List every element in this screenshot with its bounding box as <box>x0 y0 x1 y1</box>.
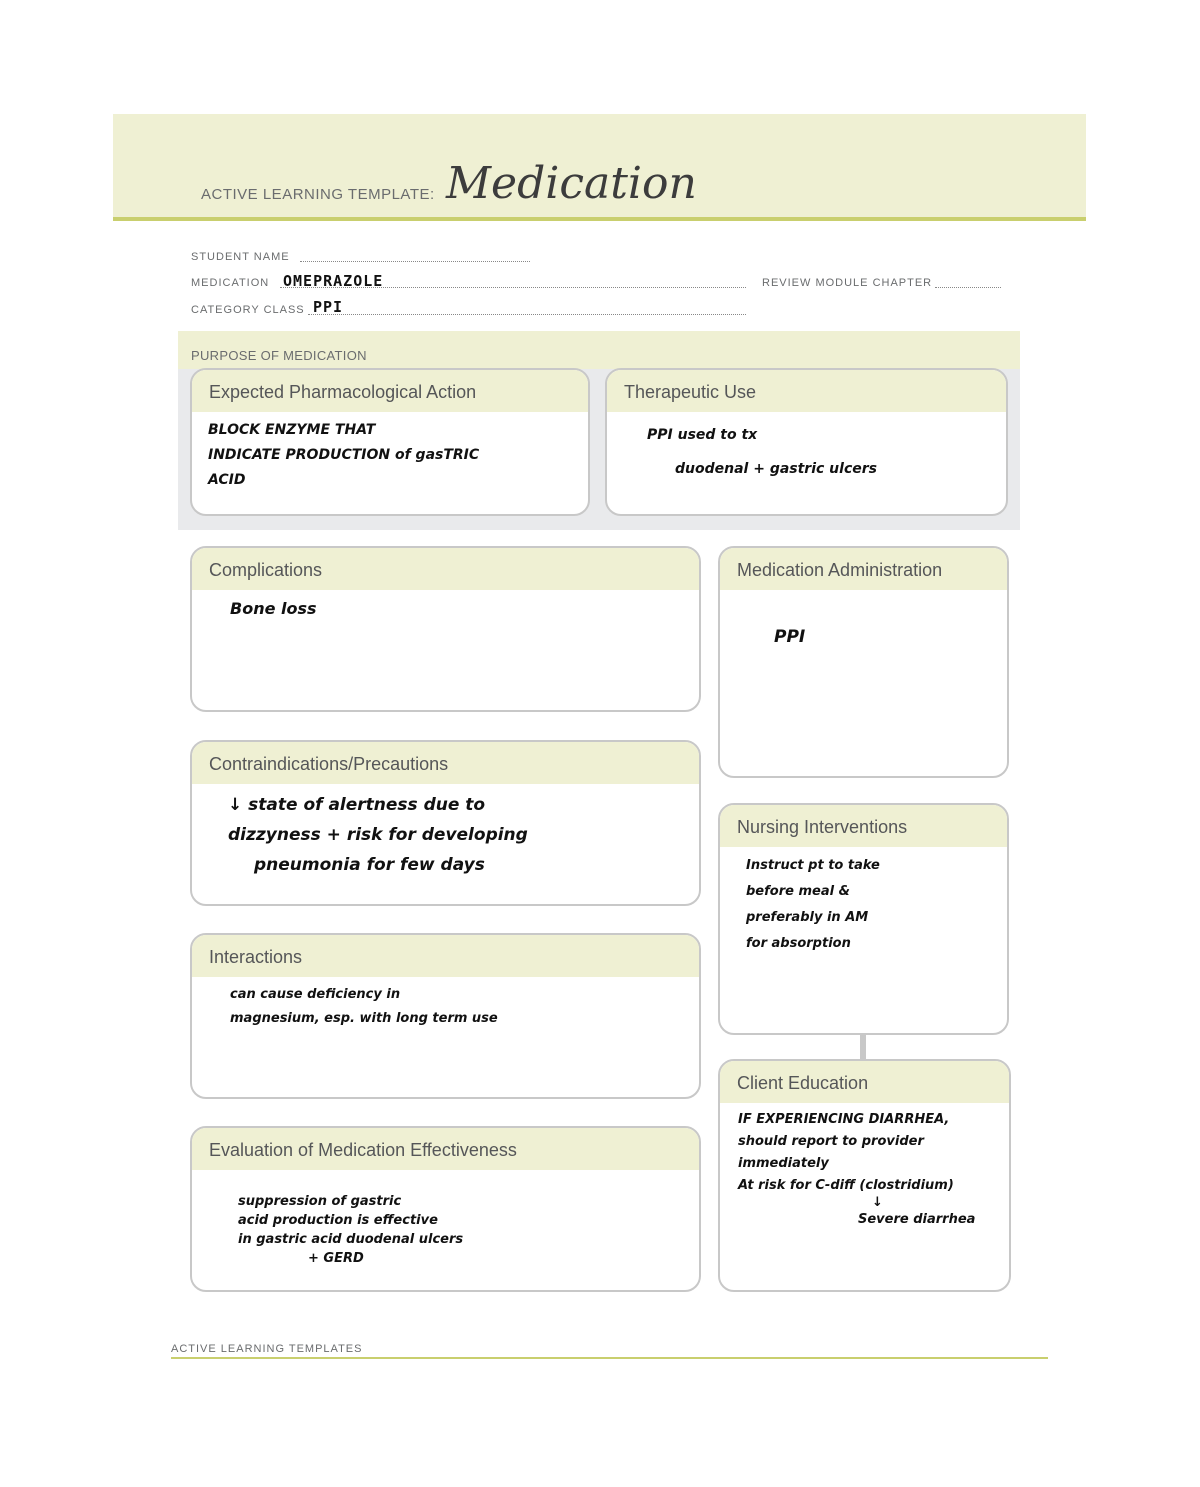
student-name-line <box>300 261 530 262</box>
contraindications-text <box>192 784 699 880</box>
medication-value[interactable]: OMEPRAZOLE <box>283 272 384 290</box>
contraindications-box[interactable] <box>190 740 701 906</box>
text-line: magnesium, esp. with long term use <box>230 1011 498 1026</box>
contraindications-title: Contraindications/Precautions <box>192 742 699 784</box>
text-line: IF EXPERIENCING DIARRHEA, <box>738 1112 950 1127</box>
expected-action-title: Expected Pharmacological Action <box>192 370 588 412</box>
page-title: Medication <box>446 158 697 209</box>
review-module-label: REVIEW MODULE CHAPTER <box>762 277 933 289</box>
administration-title: Medication Administration <box>720 548 1007 590</box>
text-line: PPI used to tx <box>647 427 758 443</box>
box-connector <box>860 1034 866 1060</box>
complications-title: Complications <box>192 548 699 590</box>
interactions-text <box>192 977 699 1031</box>
expected-action-box[interactable] <box>190 368 590 516</box>
text-line: before meal & <box>746 884 850 899</box>
text-line: for absorption <box>746 936 851 951</box>
client-education-title: Client Education <box>720 1061 1009 1103</box>
text-line: + GERD <box>308 1251 364 1266</box>
text-line: INDICATE PRODUCTION of gasTRIC <box>208 447 480 463</box>
category-line <box>308 314 746 315</box>
text-line: in gastric acid duodenal ulcers <box>238 1232 464 1247</box>
purpose-label: PURPOSE OF MEDICATION <box>191 348 367 363</box>
footer-label: ACTIVE LEARNING TEMPLATES <box>171 1343 363 1355</box>
header-prefix: ACTIVE LEARNING TEMPLATE: <box>201 186 435 203</box>
text-line: ACID <box>208 472 246 488</box>
review-module-line <box>935 287 1001 288</box>
text-line: Bone loss <box>230 599 317 618</box>
evaluation-text <box>192 1170 699 1268</box>
text-line: preferably in AM <box>746 910 869 925</box>
therapeutic-use-title: Therapeutic Use <box>607 370 1006 412</box>
complications-text <box>192 590 699 622</box>
text-line: acid production is effective <box>238 1213 438 1228</box>
client-education-text <box>720 1103 1009 1231</box>
nursing-interventions-text <box>720 847 1007 957</box>
client-education-box[interactable] <box>718 1059 1011 1292</box>
footer-rule <box>171 1357 1048 1359</box>
interactions-box[interactable] <box>190 933 701 1099</box>
expected-action-text <box>192 412 588 493</box>
text-line: can cause deficiency in <box>230 987 401 1002</box>
nursing-interventions-title: Nursing Interventions <box>720 805 1007 847</box>
text-line: suppression of gastric <box>238 1194 402 1209</box>
text-line: Instruct pt to take <box>746 858 880 873</box>
evaluation-box[interactable] <box>190 1126 701 1292</box>
text-line: should report to provider <box>738 1134 924 1149</box>
text-line: immediately <box>738 1156 829 1171</box>
arrow-down-icon: ↓ <box>872 1195 883 1210</box>
interactions-title: Interactions <box>192 935 699 977</box>
administration-box[interactable] <box>718 546 1009 778</box>
category-value[interactable]: PPI <box>313 298 344 316</box>
therapeutic-use-box[interactable] <box>605 368 1008 516</box>
administration-text <box>720 590 1007 650</box>
therapeutic-use-text <box>607 412 1006 486</box>
medication-label: MEDICATION <box>191 277 270 289</box>
text-line: At risk for C-diff (clostridium) <box>738 1178 954 1193</box>
nursing-interventions-box[interactable] <box>718 803 1009 1035</box>
text-line: ↓ state of alertness due to <box>228 795 486 815</box>
text-line: pneumonia for few days <box>254 855 485 875</box>
text-line: Severe diarrhea <box>858 1212 976 1227</box>
text-line: duodenal + gastric ulcers <box>675 461 877 477</box>
category-label: CATEGORY CLASS <box>191 304 305 316</box>
text-line: PPI <box>774 627 806 647</box>
complications-box[interactable] <box>190 546 701 712</box>
student-name-label: STUDENT NAME <box>191 251 290 263</box>
text-line: dizzyness + risk for developing <box>228 825 528 845</box>
text-line: BLOCK ENZYME THAT <box>208 422 376 438</box>
evaluation-title: Evaluation of Medication Effectiveness <box>192 1128 699 1170</box>
